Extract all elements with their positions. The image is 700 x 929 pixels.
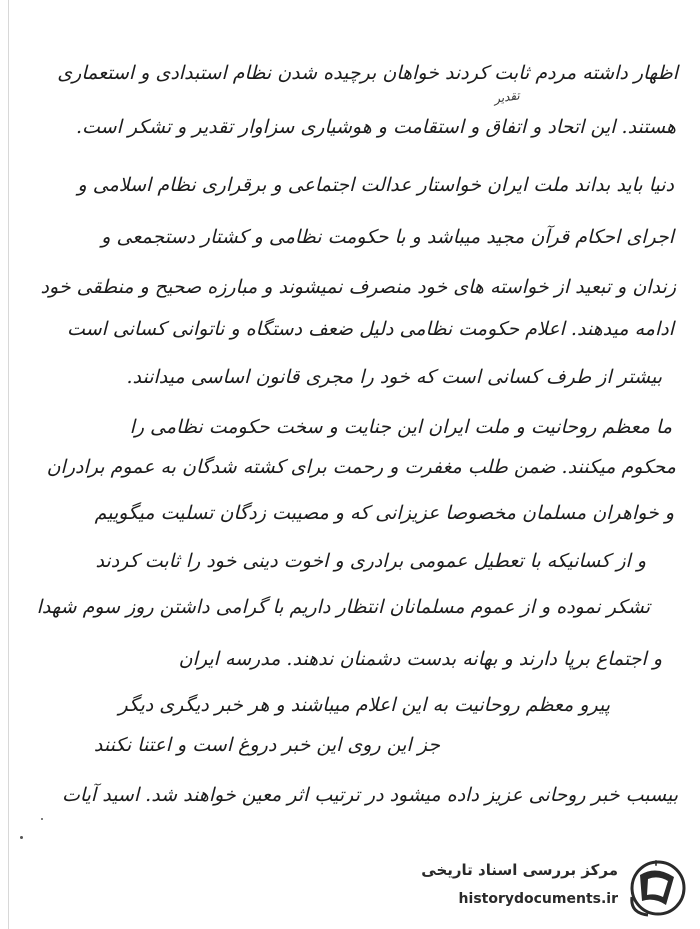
manuscript-line-5: زندان و تبعید از خواسته های خود منصرف نمیشوند و مبارزه صحیح و منطقی خود	[40, 276, 676, 298]
manuscript-line-14: پیرو معظم روحانیت به این اعلام میباشند و هر خبر دیگری دیگر	[118, 694, 610, 716]
manuscript-insertion: تقدیر	[493, 88, 521, 106]
ink-speck	[20, 836, 23, 839]
manuscript-line-10: و خواهران مسلمان مخصوصا عزیزانی که و مصیبت زدگان تسلیت میگوییم	[94, 502, 674, 524]
manuscript-line-15: جز این روی این خبر دروغ است و اعتنا نکنند	[93, 734, 440, 756]
watermark-url: historydocuments.ir	[458, 891, 618, 907]
manuscript-line-6: ادامه میدهند. اعلام حکومت نظامی دلیل ضعف دستگاه و ناتوانی کسانی است	[67, 318, 674, 340]
page-edge	[8, 0, 9, 929]
manuscript-line-13: و اجتماع برپا دارند و بهانه بدست دشمنان ندهند. مدرسه ایران	[178, 648, 662, 670]
manuscript-line-3: دنیا باید بداند ملت ایران خواستار عدالت اجتماعی و برقراری نظام اسلامی و	[77, 174, 674, 196]
manuscript-line-8: ما معظم روحانیت و ملت ایران این جنایت و سخت حکومت نظامی را	[129, 416, 672, 438]
ink-speck	[41, 818, 43, 820]
manuscript-line-11: و از کسانیکه با تعطیل عمومی برادری و اخوت دینی خود را ثابت کردند	[95, 550, 646, 572]
manuscript-line-7: بیشتر از طرف کسانی است که خود را مجری قانون اساسی میدانند.	[126, 366, 662, 388]
manuscript-line-16: بیسبب خبر روحانی عزیز داده میشود در ترتیب اثر معین خواهند شد. اسید آیات	[61, 784, 678, 806]
manuscript-line-9: محکوم میکنند. ضمن طلب مغفرت و رحمت برای کشته شدگان به عموم برادران	[46, 456, 676, 478]
manuscript-line-4: اجرای احکام قرآن مجید میباشد و با حکومت نظامی و کشتار دستجمعی و	[101, 226, 674, 248]
manuscript-line-12: تشکر نموده و از عموم مسلمانان انتظار داریم با گرامی داشتن روز سوم شهدا	[36, 596, 650, 618]
manuscript-line-1: اظهار داشته مردم ثابت کردند خواهان برچیده شدن نظام استبدادی و استعماری	[57, 62, 678, 84]
archive-logo-icon	[626, 857, 686, 919]
manuscript-line-2: هستند. این اتحاد و اتفاق و استقامت و هوشیاری سزاوار تقدیر و تشکر است.	[75, 116, 676, 138]
archive-watermark	[386, 857, 686, 919]
watermark-title: مرکز بررسی اسناد تاریخی	[421, 861, 618, 879]
